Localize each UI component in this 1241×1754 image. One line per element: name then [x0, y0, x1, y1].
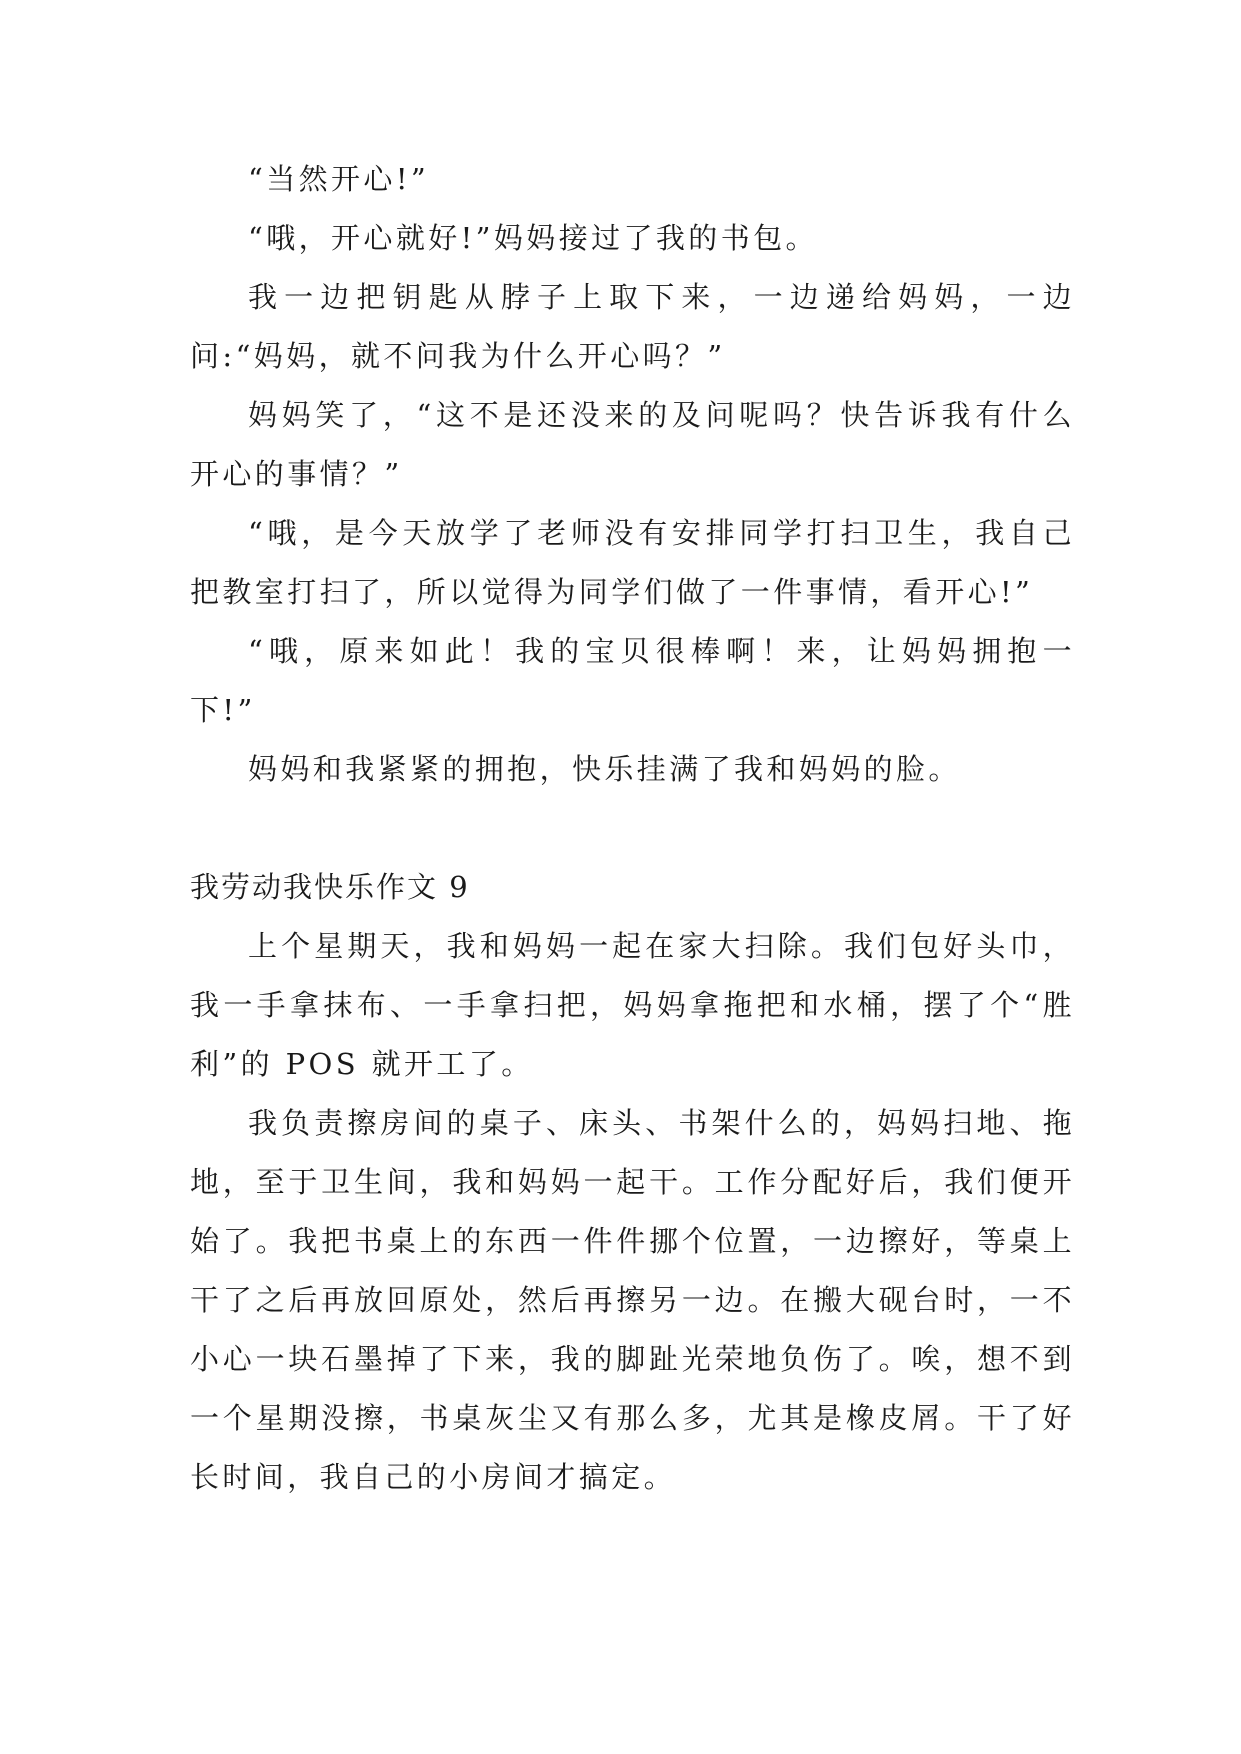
paragraph: “哦，开心就好!”妈妈接过了我的书包。 — [248, 221, 818, 255]
paragraph: 我一边把钥匙从脖子上取下来，一边递给妈妈，一边问:“妈妈，就不问我为什么开心吗？” — [190, 280, 1075, 373]
section-spacer — [190, 799, 1075, 858]
paragraph: 妈妈笑了，“这不是还没来的及问呢吗？快告诉我有什么开心的事情？” — [190, 398, 1075, 491]
paragraph: “当然开心!” — [248, 162, 430, 196]
paragraph: “哦，原来如此！我的宝贝很棒啊！来，让妈妈拥抱一下!” — [190, 634, 1075, 727]
document-body — [190, 150, 1075, 1507]
paragraph: 妈妈和我紧紧的拥抱，快乐挂满了我和妈妈的脸。 — [248, 752, 961, 786]
paragraph: 上个星期天，我和妈妈一起在家大扫除。我们包好头巾，我一手拿抹布、一手拿扫把，妈妈拿拖把和水桶，摆了个“胜利”的 POS 就开工了。 — [190, 929, 1075, 1081]
paragraph: 我负责擦房间的桌子、床头、书架什么的，妈妈扫地、拖地，至于卫生间，我和妈妈一起干。工作分配好后，我们便开始了。我把书桌上的东西一件件挪个位置，一边擦好，等桌上干了之后再放回原处，然后再擦另一边。在搬大砚台时，一不小心一块石墨掉了下来，我的脚趾光荣地负伤了。唉，想不到一个星期没擦，书桌灰尘又有那么多，尤其是橡皮屑。干了好长时间，我自己的小房间才搞定。 — [190, 1106, 1075, 1494]
section-heading: 我劳动我快乐作文 9 — [190, 870, 470, 904]
paragraph: “哦，是今天放学了老师没有安排同学打扫卫生，我自己把教室打扫了，所以觉得为同学们做了一件事情，看开心!” — [190, 516, 1075, 609]
